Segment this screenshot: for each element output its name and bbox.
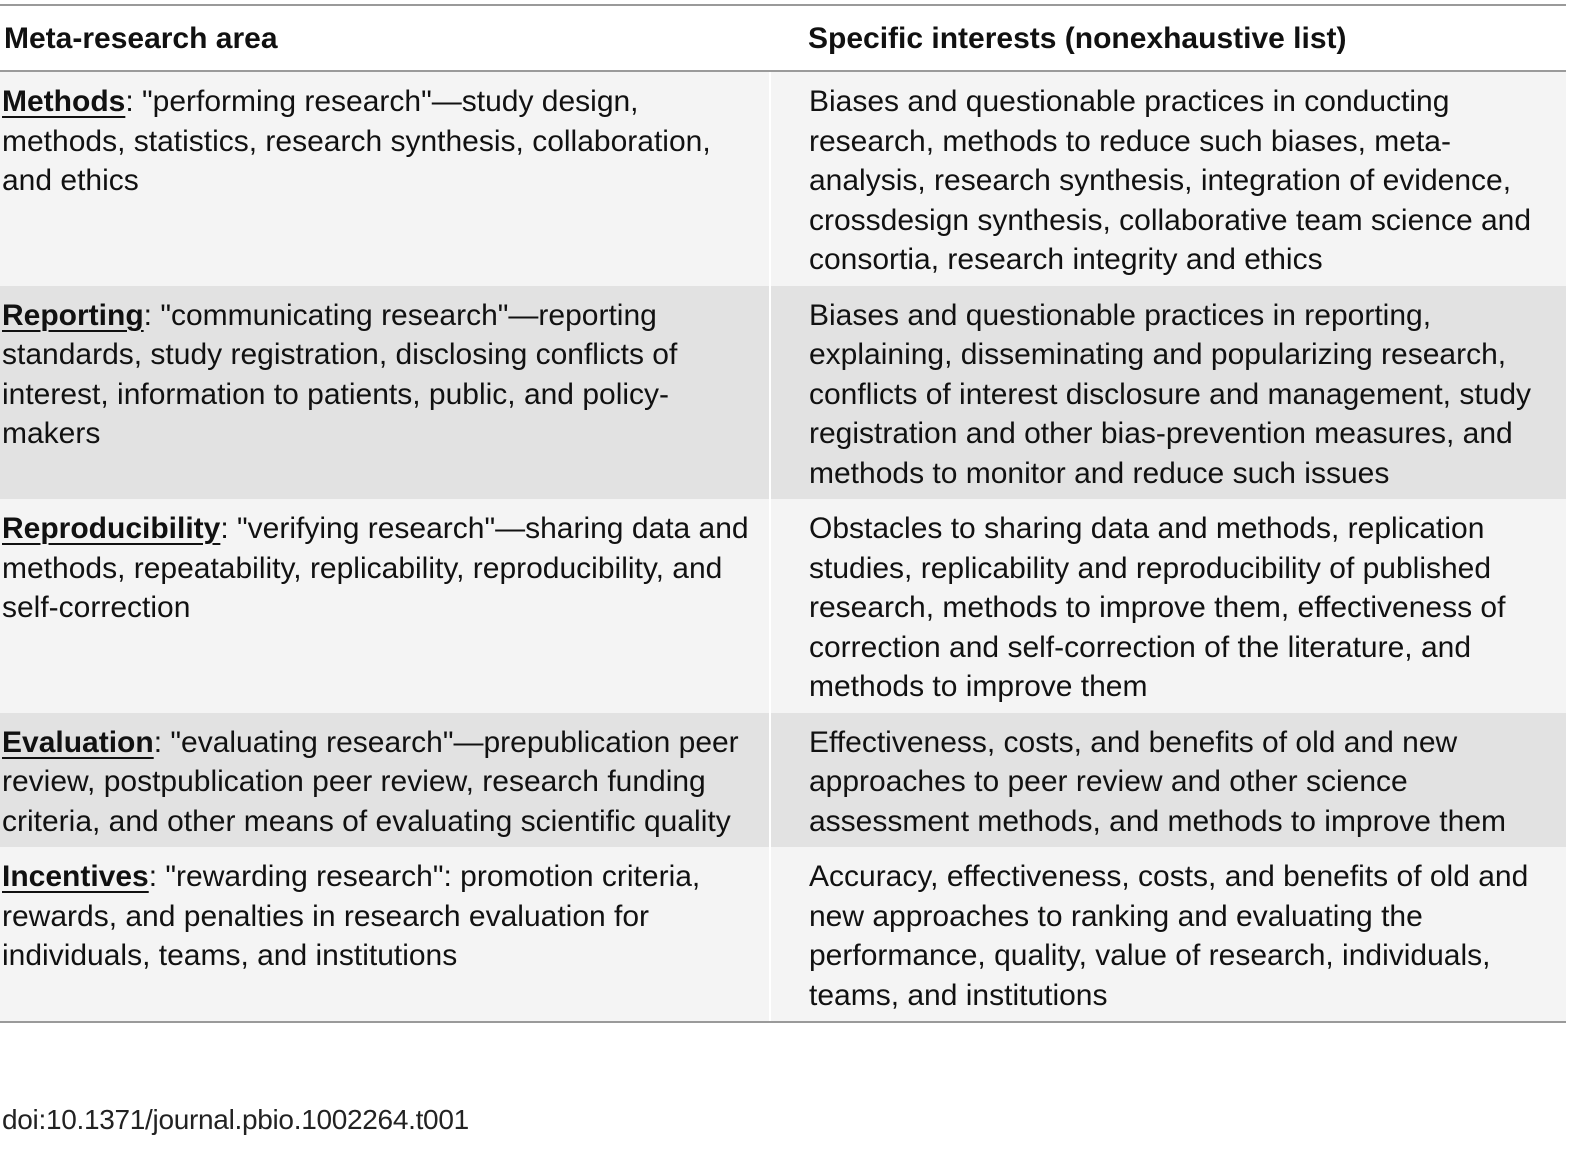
interests-cell: Biases and questionable practices in reporting, explaining, disseminating and popularizing research, conflicts of interest disclosure and management, study registration and other bias-prevention measures, and methods to monitor and reduce such issues [770,286,1566,500]
table-row-reporting [0,286,1566,500]
area-term: Reporting [2,298,144,332]
table-row-incentives [0,847,1566,1021]
area-cell [0,499,770,713]
area-description: : "verifying research"—sharing data and methods, repeatability, replicability, reproducibility, and self-correction [2,512,749,624]
area-cell [0,713,770,848]
meta-research-table-container [0,4,1566,1023]
area-cell [0,847,770,1021]
area-term: Reproducibility [2,512,221,545]
area-description: : "performing research"—study design, methods, statistics, research synthesis, collaboration, and ethics [2,85,711,197]
table-row-evaluation [0,713,1566,848]
area-description: : "communicating research"—reporting standards, study registration, disclosing conflicts of interest, information to patients, public, and policy-makers [2,298,678,450]
interests-cell: Biases and questionable practices in conducting research, methods to reduce such biases, meta-analysis, research synthesis, integration of evidence, crossdesign synthesis, collaborative team science and consortia, research integrity and ethics [770,71,1566,286]
area-term: Methods [2,85,126,118]
area-cell [0,71,770,286]
interests-cell: Effectiveness, costs, and benefits of old and new approaches to peer review and other science assessment methods, and methods to improve them [770,713,1566,848]
area-term: Incentives [2,860,149,893]
area-term: Evaluation [2,725,154,759]
table-row-reproducibility [0,499,1566,713]
interests-cell: Accuracy, effectiveness, costs, and benefits of old and new approaches to ranking and evaluating the performance, quality, value of research, individuals, teams, and institutions [770,847,1566,1021]
area-description: : "evaluating research"—prepublication peer review, postpublication peer review, research funding criteria, and other means of evaluating scientific quality [2,725,739,838]
table-header-row [0,6,1566,71]
header-specific-interests: Specific interests (nonexhaustive list) [770,6,1566,71]
meta-research-table [0,6,1566,1021]
doi-link[interactable]: doi:10.1371/journal.pbio.1002264.t001 [2,1104,469,1135]
interests-cell: Obstacles to sharing data and methods, replication studies, replicability and reproducibility of published research, methods to improve them, effectiveness of correction and self-correction of the literature, and methods to improve them [770,499,1566,713]
area-cell [0,286,770,500]
table-row-methods [0,71,1566,286]
area-description: : "rewarding research": promotion criteria, rewards, and penalties in research evaluation for individuals, teams, and institutions [2,860,701,972]
header-meta-research-area: Meta-research area [0,6,770,71]
